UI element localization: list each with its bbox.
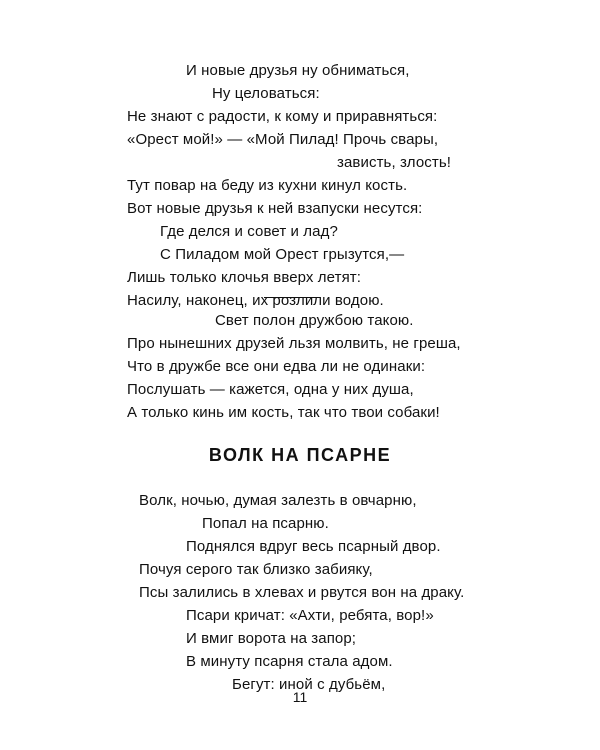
poem-line: Поднялся вдруг весь псарный двор.: [186, 538, 441, 555]
poem-line: Вот новые друзья к ней взапуски несутся:: [127, 200, 423, 217]
poem-line: Не знают с радости, к кому и приравняться:: [127, 108, 438, 125]
poem-line: Насилу, наконец, их розлили водою.: [127, 292, 384, 309]
poem-line: «Орест мой!» — «Мой Пилад! Прочь свары,: [127, 131, 439, 148]
poem-line: С Пиладом мой Орест грызутся,—: [160, 246, 405, 263]
poem-line: И вмиг ворота на запор;: [186, 630, 357, 647]
poem-line: Тут повар на беду из кухни кинул кость.: [127, 177, 408, 194]
poem-line: Где делся и совет и лад?: [160, 223, 338, 240]
poem-line: Про нынешних друзей льзя молвить, не греша,: [127, 335, 461, 352]
poem-line: А только кинь им кость, так что твои собаки!: [127, 404, 440, 421]
page-number: 11: [292, 689, 308, 705]
poem-line: Лишь только клочья вверх летят:: [127, 269, 362, 286]
poem-line: Псы залились в хлевах и рвутся вон на драку.: [139, 584, 465, 601]
poem-line: Свет полон дружбою такою.: [215, 312, 414, 329]
poem-line: Послушать — кажется, одна у них душа,: [127, 381, 414, 398]
poem-line: Бегут: иной с дубьём,: [232, 676, 386, 693]
poem-line: Почуя серого так близко забияку,: [139, 561, 373, 578]
poem-line: Волк, ночью, думая залезть в овчарню,: [139, 492, 417, 509]
poem-title: ВОЛК НА ПСАРНЕ: [208, 445, 392, 465]
poem-line: Попал на псарню.: [202, 515, 329, 532]
poem-line: В минуту псарня стала адом.: [186, 653, 393, 670]
section-divider: [264, 297, 320, 298]
poem-line: зависть, злость!: [337, 154, 452, 171]
poem-line: Псари кричат: «Ахти, ребята, вор!»: [186, 607, 434, 624]
poem-line: Ну целоваться:: [212, 85, 320, 102]
poem-line: Что в дружбе все они едва ли не одинаки:: [127, 358, 426, 375]
poem-line: И новые друзья ну обниматься,: [186, 62, 410, 79]
